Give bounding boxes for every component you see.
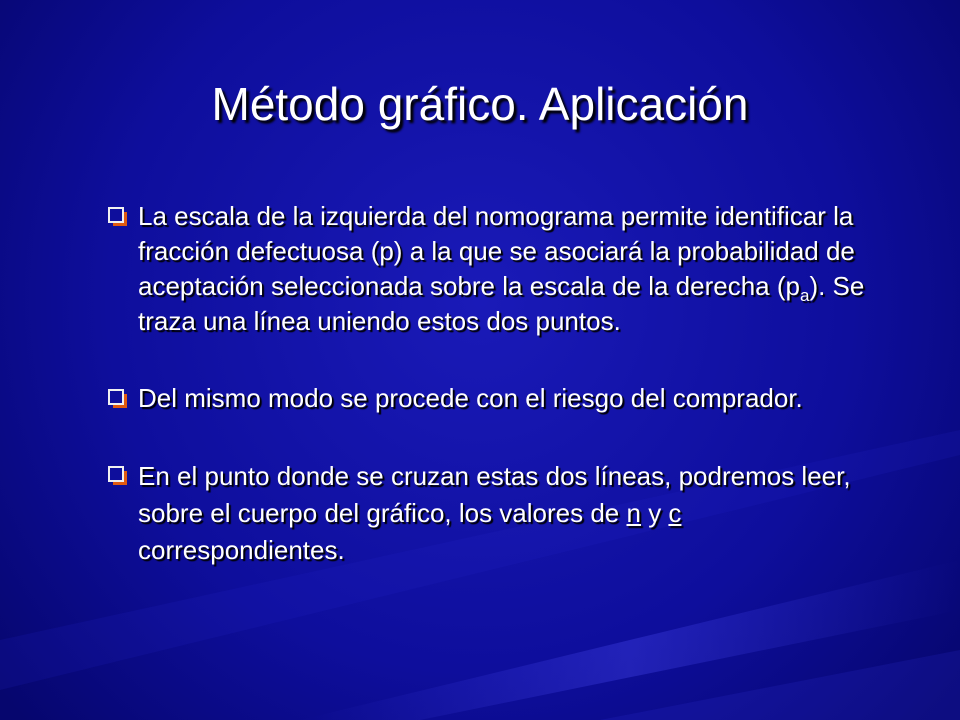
- variable-n: n: [626, 498, 641, 528]
- bullet-text: La escala de la izquierda del nomograma permite identificar la fracción defectuosa (p) a la que se asociará la probabilidad de aceptación seleccionada sobre la escala de la derecha $(p_a)$. Se traza una línea uniendo estos dos puntos.: [138, 201, 865, 336]
- bullet-text: Del mismo modo se procede con el riesgo del comprador.: [138, 383, 803, 413]
- bullet-item: [106, 199, 886, 339]
- subscript-a: a: [799, 286, 810, 306]
- bullet-item: [106, 458, 886, 569]
- variable-c: c: [668, 498, 682, 528]
- checkbox-square-icon: [108, 207, 128, 227]
- bullet-list: [106, 199, 886, 569]
- checkbox-square-icon: [108, 389, 128, 409]
- slide-title: Método gráfico. Aplicación: [211, 78, 749, 130]
- checkbox-square-icon: [108, 466, 128, 486]
- bullet-item: [106, 381, 886, 416]
- bullet-text: En el punto donde se cruzan estas dos líneas, podremos leer, sobre el cuerpo del gráfico, los valores de n y c correspondientes.: [138, 461, 851, 565]
